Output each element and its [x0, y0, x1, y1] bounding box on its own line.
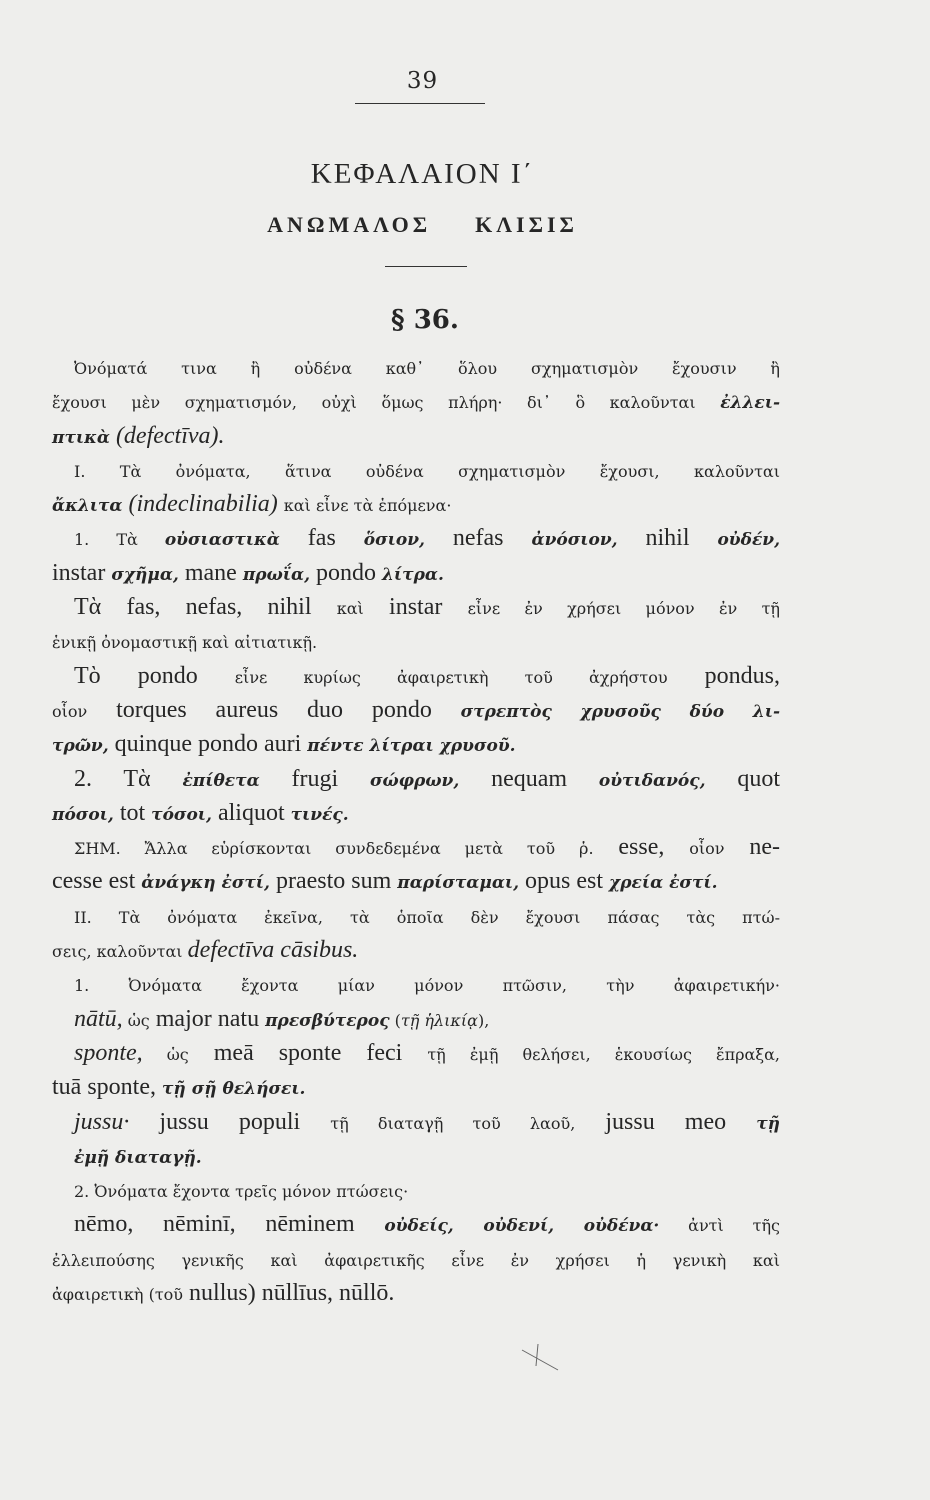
- text-line: πόσοι, tot τόσοι, aliquot τινές.: [52, 799, 349, 826]
- subtitle-word-2: ΚΛΙΣΙΣ: [475, 212, 578, 237]
- text-line: ΣΗΜ. Ἄλλα εὑρίσκονται συνδεδεμένα μετὰ τοῦ ῥ. esse, οἷον ne-: [74, 834, 781, 861]
- text-line: ἔχουσι μὲν σχηματισμόν, οὐχὶ ὅμως πλήρη· δι᾽ ὃ καλοῦνται ἐλλει-: [52, 393, 780, 414]
- page-number: 39: [406, 68, 439, 94]
- text-line: jussu· jussu populi τῇ διαταγῇ τοῦ λαοῦ, jussu meo τῇ: [74, 1108, 780, 1135]
- text-line: sponte, ὡς meā sponte feci τῇ ἐμῇ θελήσει, ἑκουσίως ἔπραξα,: [74, 1039, 781, 1066]
- text-line: πτικὰ (defectīva).: [52, 422, 225, 449]
- text-line: ἀφαιρετικὴ (τοῦ nullus) nūllīus, nūllō.: [52, 1280, 395, 1307]
- text-line: 1. Τὰ οὐσιαστικὰ fas ὅσιον, nefas ἀνόσιον, nihil οὐδέν,: [74, 525, 780, 552]
- text-line: ἄκλιτα (indeclinabilia) καὶ εἶνε τὰ ἑπόμενα·: [52, 491, 452, 518]
- text-line: σεις, καλοῦνται defectīva cāsibus.: [52, 937, 359, 964]
- text-line: cesse est ἀνάγκη ἐστί, praesto sum παρίσταμαι, opus est χρεία ἐστί.: [52, 868, 718, 895]
- page-number-rule: [355, 103, 485, 104]
- text-line: ἑνικῇ ὀνομαστικῇ καὶ αἰτιατικῇ.: [52, 633, 318, 653]
- text-line: Ι. Τὰ ὀνόματα, ἅτινα οὐδένα σχηματισμὸν ἔχουσι, καλοῦνται: [74, 461, 780, 481]
- text-line: 2. Ὀνόματα ἔχοντα τρεῖς μόνον πτώσεις·: [74, 1182, 409, 1202]
- section-heading: § 36.: [391, 305, 459, 335]
- pencil-mark: [520, 1340, 560, 1380]
- text-line: οἷον torques aureus duo pondo στρεπτὸς χρυσοῦς δύο λι-: [52, 696, 780, 723]
- text-line: Τὰ fas, nefas, nihil καὶ instar εἶνε ἐν χρήσει μόνον ἐν τῇ: [74, 594, 781, 621]
- text-line: ἐμῇ διαταγῇ.: [74, 1147, 202, 1168]
- text-line: tuā sponte, τῇ σῇ θελήσει.: [52, 1074, 306, 1101]
- text-line: 1. Ὀνόματα ἔχοντα μίαν μόνον πτῶσιν, τὴν ἀφαιρετικήν·: [74, 976, 780, 996]
- text-line: 2. Τὰ ἐπίθετα frugi σώφρων, nequam οὐτιδανός, quot: [74, 765, 781, 792]
- chapter-subtitle: [0, 212, 845, 238]
- subtitle-word-1: ΑΝΩΜΑΛΟΣ: [267, 212, 432, 237]
- text-line: instar σχῆμα, mane πρωΐα, pondo λίτρα.: [52, 559, 444, 586]
- text-line: nātū, ὡς major natu πρεσβύτερος (τῇ ἡλικίᾳ),: [74, 1005, 490, 1032]
- text-line: τρῶν, quinque pondo auri πέντε λίτραι χρυσοῦ.: [52, 731, 516, 758]
- text-line: ἐλλειπούσης γενικῆς καὶ ἀφαιρετικῆς εἶνε ἐν χρήσει ἡ γενικὴ καὶ: [52, 1250, 780, 1270]
- text-line: nēmo, nēminī, nēminem οὐδείς, οὐδενί, οὐδένα· ἀντὶ τῆς: [74, 1211, 780, 1238]
- subtitle-rule: [385, 266, 467, 267]
- text-line: Τὸ pondo εἶνε κυρίως ἀφαιρετικὴ τοῦ ἀχρήστου pondus,: [74, 662, 780, 689]
- body-text: [52, 350, 780, 1310]
- text-line: ΙΙ. Τὰ ὀνόματα ἐκεῖνα, τὰ ὁποῖα δὲν ἔχουσι πάσας τὰς πτώ-: [74, 907, 780, 927]
- chapter-title: ΚΕΦΑΛΑΙΟΝ Ι΄: [310, 158, 535, 190]
- text-line: Ὀνόματά τινα ἢ οὐδένα καθ᾽ ὅλου σχηματισμὸν ἔχουσιν ἢ: [74, 359, 780, 378]
